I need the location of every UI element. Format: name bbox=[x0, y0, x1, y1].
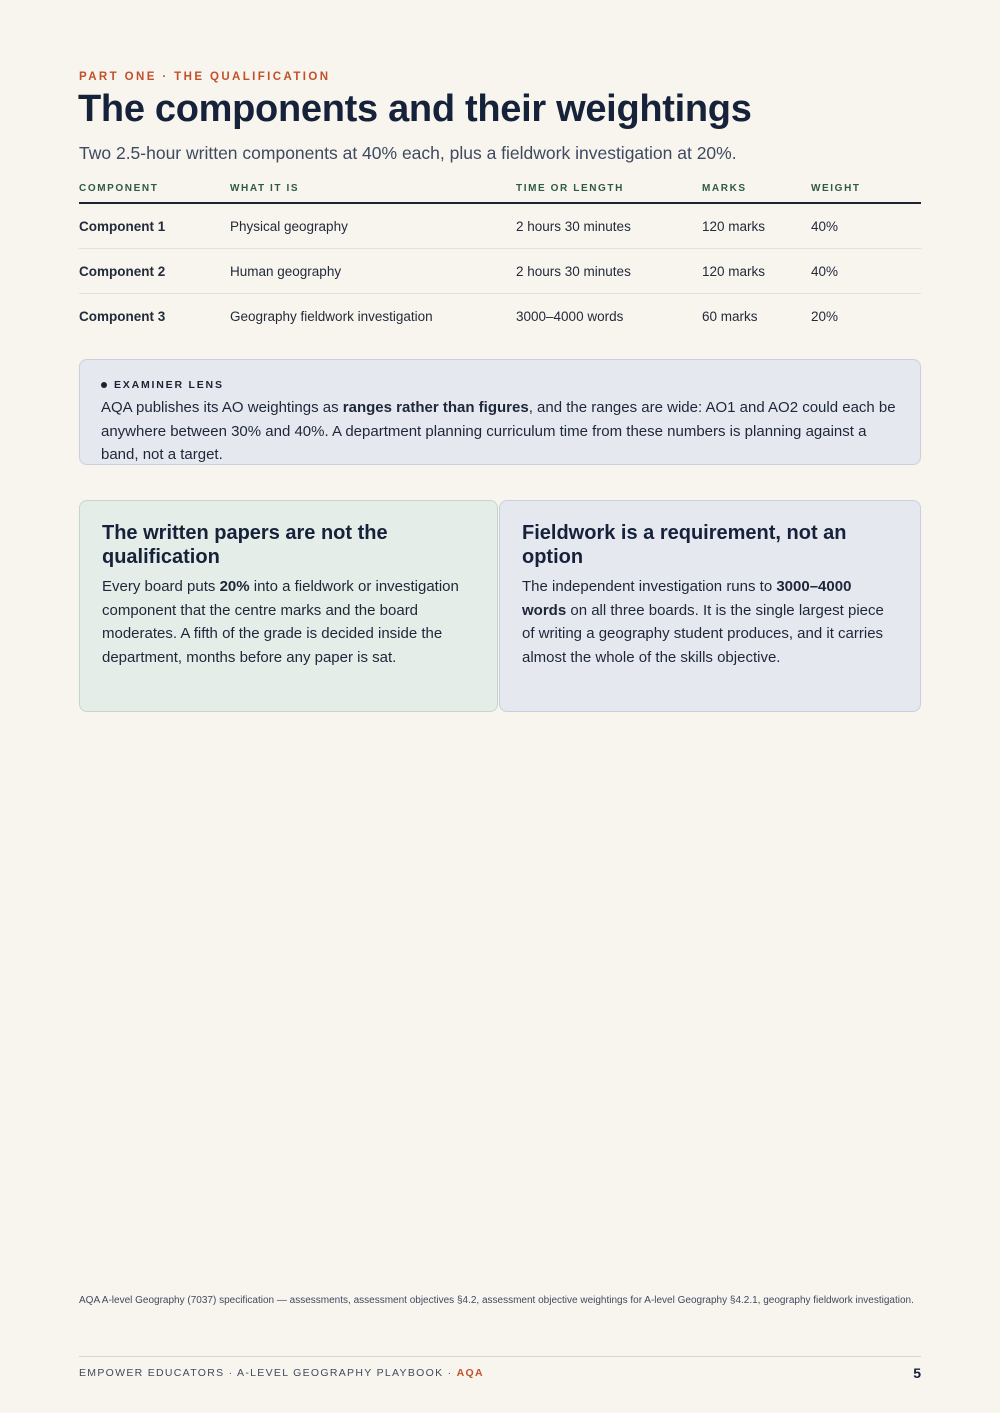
card-text-part: into a fieldwork or investigation component that the centre marks and the board moderates. A fifth of the grade is decided inside the department, months before any paper is sat. bbox=[102, 578, 459, 666]
lens-text-part: AQA publishes its AO weightings as bbox=[101, 399, 343, 416]
column-header-time-or-length: TIME OR LENGTH bbox=[516, 183, 702, 203]
card-text-part: Every board puts bbox=[102, 578, 220, 595]
card-body bbox=[102, 575, 475, 669]
cell-time-or-length: 3000–4000 words bbox=[516, 308, 624, 324]
components-table bbox=[79, 183, 921, 338]
source-note: AQA A-level Geography (7037) specification — assessments, assessment objectives §4.2, assessment objective weightings for A-level Geography §4.2.1, geography fieldwork investigation. bbox=[79, 1295, 914, 1306]
card-text-emphasis: 20% bbox=[219, 578, 250, 595]
card-text-part: on all three boards. It is the single largest piece of writing a geography student produces, and it carries almost the whole of the skills objective. bbox=[522, 601, 884, 666]
examiner-lens-label bbox=[101, 379, 224, 391]
footer-brand: AQA bbox=[456, 1367, 484, 1379]
card-title: The written papers are not the qualification bbox=[102, 522, 388, 568]
cell-weight: 40% bbox=[811, 203, 921, 249]
footer-running-title bbox=[79, 1367, 484, 1379]
column-header-weight: WEIGHT bbox=[811, 183, 921, 203]
footer-title-text: EMPOWER EDUCATORS · A-LEVEL GEOGRAPHY PLAYBOOK · bbox=[79, 1367, 457, 1379]
table-row bbox=[79, 203, 921, 249]
cell-marks: 120 marks bbox=[702, 203, 811, 249]
cell-component: Component 1 bbox=[79, 203, 230, 249]
column-header-component: COMPONENT bbox=[79, 183, 230, 203]
card-fieldwork bbox=[499, 500, 921, 712]
cell-component: Component 2 bbox=[79, 249, 230, 294]
footer-divider bbox=[79, 1356, 921, 1357]
page-title: The components and their weightings bbox=[78, 88, 752, 130]
card-text-emphasis: 3000–4000 words bbox=[522, 578, 852, 619]
cell-marks: 60 marks bbox=[702, 308, 758, 324]
bullet-dot-icon bbox=[101, 382, 107, 388]
cell-marks: 120 marks bbox=[702, 249, 811, 294]
cell-what-it-is: Human geography bbox=[230, 249, 516, 294]
card-title: Fieldwork is a requirement, not an option bbox=[522, 522, 847, 568]
examiner-lens-text bbox=[101, 396, 901, 467]
page-subtitle: Two 2.5-hour written components at 40% each, plus a fieldwork investigation at 20%. bbox=[79, 143, 737, 163]
examiner-lens-label-text: EXAMINER LENS bbox=[114, 379, 224, 391]
lens-text-emphasis: ranges rather than figures bbox=[342, 399, 529, 416]
section-kicker: PART ONE · THE QUALIFICATION bbox=[79, 71, 331, 83]
cell-what-it-is: Geography fieldwork investigation bbox=[230, 308, 433, 324]
column-header-what-it-is: WHAT IT IS bbox=[230, 183, 516, 203]
card-body bbox=[522, 575, 898, 669]
cell-weight: 40% bbox=[811, 249, 921, 294]
column-header-marks: MARKS bbox=[702, 183, 811, 203]
cell-what-it-is: Physical geography bbox=[230, 203, 516, 249]
examiner-lens-callout bbox=[79, 359, 921, 465]
cell-time-or-length: 2 hours 30 minutes bbox=[516, 203, 702, 249]
cell-component: Component 3 bbox=[79, 308, 166, 324]
table-row bbox=[79, 249, 921, 294]
cell-time-or-length: 2 hours 30 minutes bbox=[516, 249, 702, 294]
card-written-papers bbox=[79, 500, 498, 712]
cell-weight: 20% bbox=[811, 308, 839, 324]
table-header-row bbox=[79, 183, 921, 203]
card-text-part: The independent investigation runs to bbox=[522, 578, 777, 595]
table-row bbox=[79, 294, 921, 339]
page-number: 5 bbox=[913, 1365, 921, 1381]
lens-text-part: , and the ranges are wide: AO1 and AO2 could each be anywhere between 30% and 40%. A department planning curriculum time from these numbers is planning against a band, not a target. bbox=[101, 399, 896, 463]
